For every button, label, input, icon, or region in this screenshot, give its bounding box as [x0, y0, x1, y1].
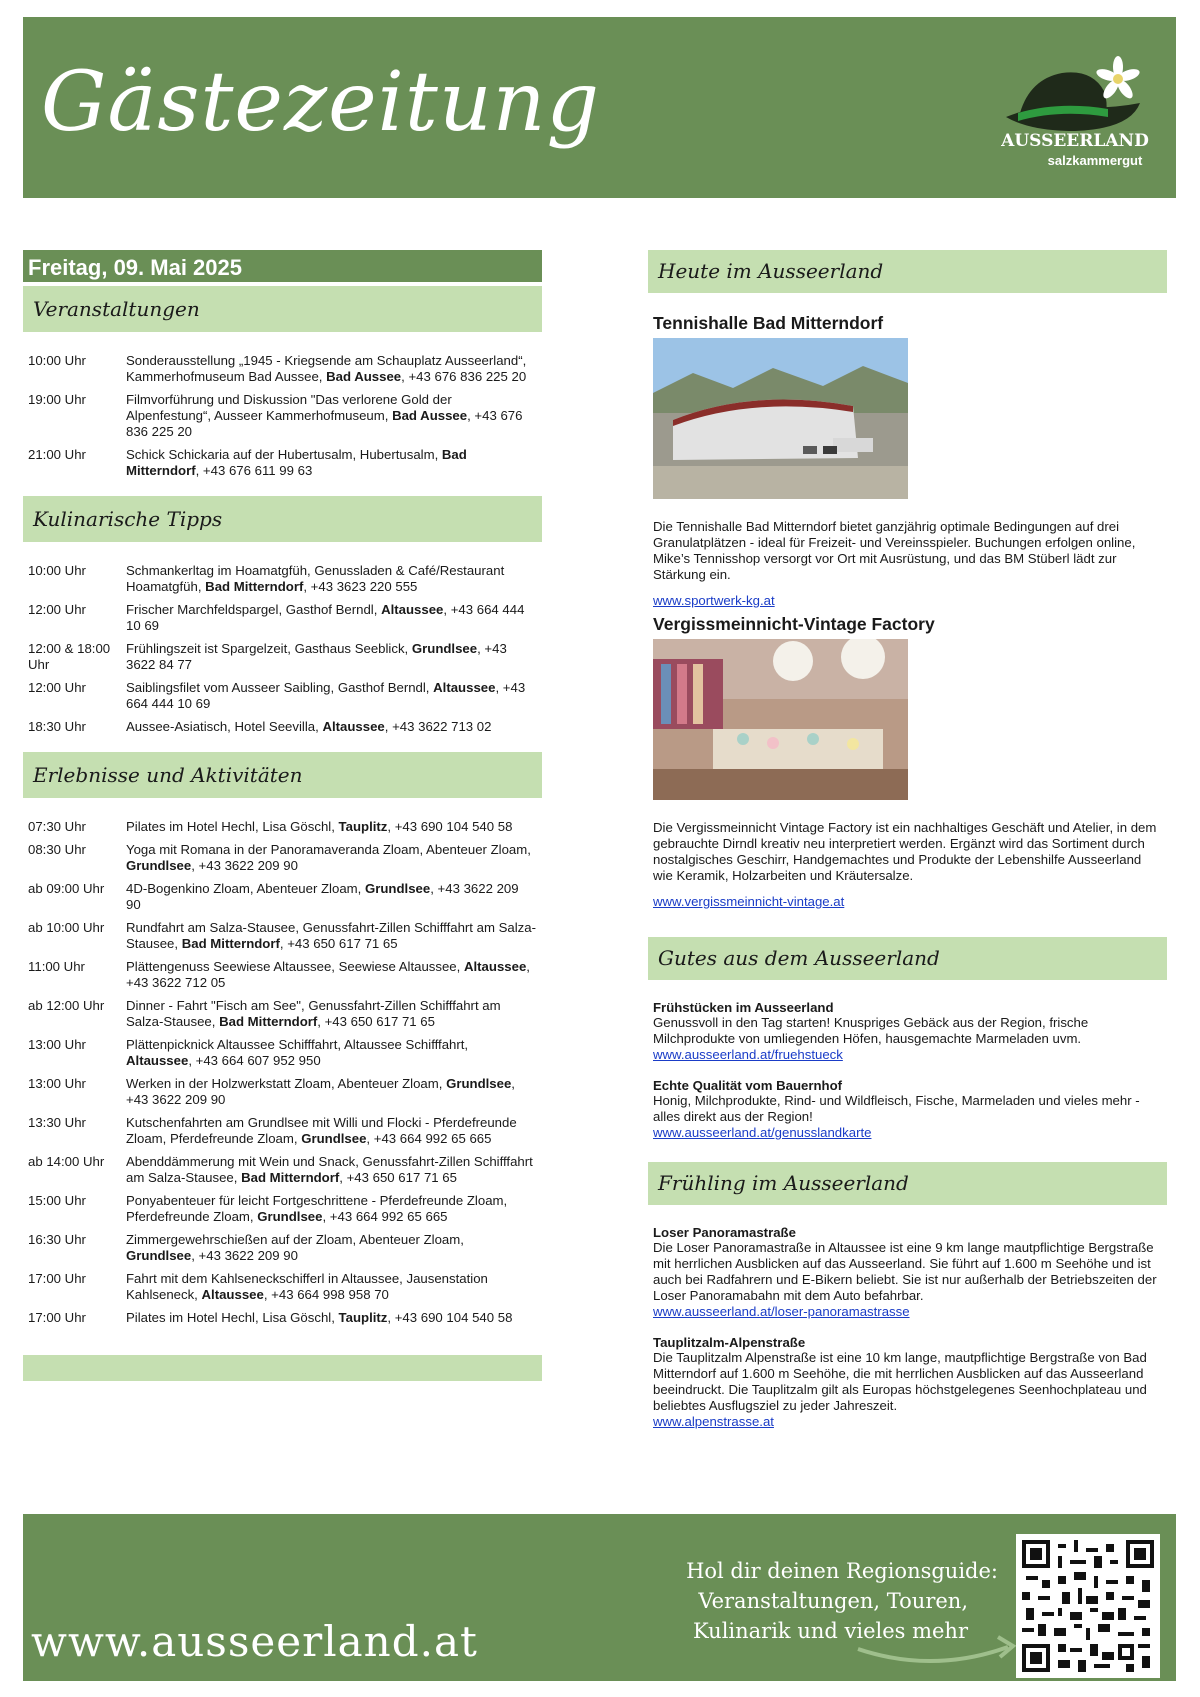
event-row — [23, 719, 542, 735]
event-location: Altaussee — [126, 1053, 189, 1068]
item-link[interactable]: www.ausseerland.at/fruehstueck — [653, 1047, 843, 1062]
event-phone: , +43 664 992 65 665 — [366, 1131, 492, 1146]
event-row — [23, 1232, 542, 1264]
event-phone: , +43 650 617 71 65 — [279, 936, 398, 951]
event-phone: , +43 664 607 952 950 — [188, 1053, 321, 1068]
event-title: Aussee-Asiatisch, Hotel Seevilla, — [126, 719, 323, 734]
event-title: Zimmergewehrschießen auf der Zloam, Abenteuer Zloam, — [126, 1232, 464, 1247]
event-row — [23, 881, 542, 913]
event-list — [23, 542, 542, 752]
item-title: Frühstücken im Ausseerland — [653, 1000, 834, 1015]
event-location: Grundlsee — [364, 881, 431, 896]
event-row — [23, 641, 542, 673]
event-time: 19:00 Uhr — [28, 392, 86, 407]
qr-code-icon — [1022, 1540, 1154, 1672]
event-time: 07:30 Uhr — [28, 819, 86, 834]
event-title: Saiblingsfilet vom Ausseer Saibling, Gasthof Berndl, — [126, 680, 434, 695]
event-location: Bad Aussee — [326, 369, 402, 384]
ausseerland-logo[interactable] — [1000, 51, 1150, 176]
item-title: Tauplitzalm-Alpenstraße — [653, 1335, 806, 1350]
event-time: ab 10:00 Uhr — [28, 920, 105, 935]
event-row — [23, 1037, 542, 1069]
event-title: Schmankerltag im Hoamatgfüh, Genussladen & Café/Restaurant Hoamatgfüh, — [126, 563, 505, 594]
event-description — [126, 920, 542, 952]
event-row — [23, 998, 542, 1030]
event-phone: , +43 664 992 65 665 — [322, 1209, 448, 1224]
event-title: Yoga mit Romana in der Panoramaveranda Zloam, Abenteuer Zloam, — [126, 842, 531, 857]
item-description: Genussvoll in den Tag starten! Knuspriges Gebäck aus der Region, frische Milchprodukte von umliegenden Höfen, hausgemachte Marmeladen uvm. — [653, 1015, 1089, 1046]
highlights-column — [648, 250, 1167, 1429]
item-title: Loser Panoramastraße — [653, 1225, 796, 1240]
event-description — [126, 563, 542, 595]
feature-link[interactable]: www.sportwerk-kg.at — [653, 593, 775, 608]
event-description — [126, 1037, 542, 1069]
event-time: ab 14:00 Uhr — [28, 1154, 105, 1169]
event-title: Frühlingszeit ist Spargelzeit, Gasthaus Seeblick, — [126, 641, 412, 656]
event-title: Plättengenuss Seewiese Altaussee, Seewiese Altaussee, — [126, 959, 464, 974]
event-title: Dinner - Fahrt "Fisch am See", Genussfahrt-Zillen Schifffahrt am Salza-Stausee, — [126, 998, 501, 1029]
event-location: Bad Mitterndorf — [181, 936, 280, 951]
section-heading-gutes: Gutes aus dem Ausseerland — [648, 937, 1167, 980]
event-title: Pilates im Hotel Hechl, Lisa Göschl, — [126, 819, 339, 834]
event-location: Grundlsee — [126, 1248, 192, 1263]
event-location: Bad Aussee — [392, 408, 468, 423]
event-description — [126, 998, 542, 1030]
event-location: Altaussee — [201, 1287, 264, 1302]
event-phone: , +43 3622 713 02 — [384, 719, 492, 734]
item-link[interactable]: www.ausseerland.at/genusslandkarte — [653, 1125, 872, 1140]
event-row — [23, 842, 542, 874]
events-column — [23, 250, 542, 1381]
event-time: ab 12:00 Uhr — [28, 998, 105, 1013]
section-heading-fruehling: Frühling im Ausseerland — [648, 1162, 1167, 1205]
event-title: Schick Schickaria auf der Hubertusalm, Hubertusalm, — [126, 447, 442, 462]
item-description: Die Tauplitzalm Alpenstraße ist eine 10 km lange, mautpflichtige Bergstraße von Bad Mitterndorf auf 1.600 m Seehöhe, die mit herrlichen Ausblicken auf das Ausseerland beeindruckt. Die Tauplitzalm gilt als Europas höchstgelegenes Seenhochplateau und beliebtes Ausflugsziel zu jeder Jahreszeit. — [653, 1350, 1147, 1413]
divider-bar — [23, 1355, 542, 1381]
event-row — [23, 1076, 542, 1108]
event-location: Altaussee — [322, 719, 385, 734]
event-title: Fahrt mit dem Kahlseneckschifferl in Altaussee, Jausenstation Kahlseneck, — [126, 1271, 488, 1302]
item-description: Die Loser Panoramastraße in Altaussee ist eine 9 km lange mautpflichtige Bergstraße mit herrlichen Ausblicken auf das Ausseerland. Sie führt auf 1.600 m Seehöhe und ist auch bei Radfahrern und E-Bikern beliebt. Sie ist nur außerhalb der Betriebszeiten der Loser Panoramabahn mit dem Auto befahrbar. — [653, 1240, 1157, 1303]
event-description — [126, 719, 542, 735]
event-description — [126, 447, 542, 479]
event-location: Grundlsee — [301, 1131, 367, 1146]
item-description: Honig, Milchprodukte, Rind- und Wildfleisch, Fische, Marmeladen und vieles mehr - alles direkt aus der Region! — [653, 1093, 1140, 1124]
promo-line: Veranstaltungen, Touren, — [698, 1589, 968, 1613]
event-description — [126, 881, 542, 913]
event-row — [23, 563, 542, 595]
event-title: 4D-Bogenkino Zloam, Abenteuer Zloam, — [126, 881, 365, 896]
event-location: Tauplitz — [338, 1310, 388, 1325]
event-row — [23, 353, 542, 385]
event-description — [126, 1310, 542, 1326]
event-location: Tauplitz — [338, 819, 388, 834]
page-title: Gästezeitung — [41, 55, 600, 150]
event-phone: , +43 690 104 540 58 — [387, 1310, 513, 1325]
event-description — [126, 641, 542, 673]
event-description — [126, 1271, 542, 1303]
event-row — [23, 819, 542, 835]
event-row — [23, 1193, 542, 1225]
event-description — [126, 1232, 542, 1264]
event-location: Bad Mitterndorf — [219, 1014, 318, 1029]
arrow-icon — [853, 1629, 1023, 1669]
event-row — [23, 959, 542, 991]
event-row — [23, 1154, 542, 1186]
event-description — [126, 819, 542, 835]
event-phone: , +43 676 836 225 20 — [401, 369, 527, 384]
event-time: 10:00 Uhr — [28, 563, 86, 578]
event-time: 13:00 Uhr — [28, 1037, 86, 1052]
event-location: Grundlsee — [411, 641, 478, 656]
section-heading-veranstaltungen: Veranstaltungen — [23, 286, 542, 332]
feature-link[interactable]: www.vergissmeinnicht-vintage.at — [653, 894, 845, 909]
event-location: Altaussee — [381, 602, 444, 617]
event-time: 16:30 Uhr — [28, 1232, 86, 1247]
event-description — [126, 353, 542, 385]
event-title: Filmvorführung und Diskussion "Das verlorene Gold der Alpenfestung“, Ausseer Kammerhofmuseum, — [126, 392, 452, 423]
event-title: Plättenpicknick Altaussee Schifffahrt, Altaussee Schifffahrt, — [126, 1037, 469, 1052]
vintage-shop-photo — [653, 639, 908, 800]
event-time: 15:00 Uhr — [28, 1193, 86, 1208]
feature-title: Tennishalle Bad Mitterndorf — [653, 313, 884, 333]
feature-title: Vergissmeinnicht-Vintage Factory — [653, 614, 935, 634]
event-phone: , +43 664 444 10 69 — [126, 602, 525, 633]
event-description — [126, 1154, 542, 1186]
event-row — [23, 920, 542, 952]
item-link[interactable]: www.alpenstrasse.at — [653, 1414, 774, 1429]
feature-description: Die Tennishalle Bad Mitterndorf bietet ganzjährig optimale Bedingungen auf drei Granulatplätzen - ideal für Freizeit- und Vereinsspieler. Buchungen erfolgen online, Mike’s Tennisshop versorgt vor Ort mit Ausrüstung, und das BM Stüberl lädt zur Stärkung ein. — [653, 519, 1136, 582]
event-list — [23, 332, 542, 496]
event-description — [126, 842, 542, 874]
event-list — [23, 798, 542, 1343]
event-time: 12:00 Uhr — [28, 680, 86, 695]
event-description — [126, 959, 542, 991]
footer-banner — [23, 1514, 1176, 1681]
section-heading-kulinarik: Kulinarische Tipps — [23, 496, 542, 542]
event-title: Ponyabenteuer für leicht Fortgeschrittene - Pferdefreunde Zloam, Pferdefreunde Zloam, — [126, 1193, 508, 1224]
event-description — [126, 1193, 542, 1225]
event-row — [23, 680, 542, 712]
event-time: 08:30 Uhr — [28, 842, 86, 857]
event-location: Bad Mitterndorf — [126, 447, 467, 478]
item-title: Echte Qualität vom Bauernhof — [653, 1078, 843, 1093]
event-phone: , +43 3622 712 05 — [126, 959, 530, 990]
hat-icon — [1000, 51, 1150, 141]
event-row — [23, 602, 542, 634]
event-phone: , +43 676 836 225 20 — [126, 408, 523, 439]
event-time: 12:00 Uhr — [28, 602, 86, 617]
event-row — [23, 1115, 542, 1147]
section-heading-erlebnisse: Erlebnisse und Aktivitäten — [23, 752, 542, 798]
event-location: Bad Mitterndorf — [205, 579, 304, 594]
event-phone: , +43 3622 209 90 — [126, 881, 519, 912]
event-phone: , +43 3622 209 90 — [126, 1076, 515, 1107]
event-time: 18:30 Uhr — [28, 719, 86, 734]
promo-line: Hol dir deinen Regionsguide: — [686, 1559, 998, 1583]
event-location: Altaussee — [463, 959, 527, 974]
event-time: 21:00 Uhr — [28, 447, 86, 462]
event-title: Frischer Marchfeldspargel, Gasthof Berndl, — [126, 602, 382, 617]
section-heading-heute: Heute im Ausseerland — [648, 250, 1167, 293]
event-title: Kutschenfahrten am Grundlsee mit Willi und Flocki - Pferdefreunde Zloam, Pferdefreunde Zloam, — [126, 1115, 517, 1146]
logo-wordmark: AUSSEERLAND — [1001, 131, 1149, 151]
qr-code[interactable] — [1016, 1534, 1160, 1678]
event-phone: , +43 3622 209 90 — [191, 1248, 298, 1263]
event-time: 13:00 Uhr — [28, 1076, 86, 1091]
event-title: Pilates im Hotel Hechl, Lisa Göschl, — [126, 1310, 339, 1325]
event-phone: , +43 3622 84 77 — [126, 641, 507, 672]
event-time: 13:30 Uhr — [28, 1115, 86, 1130]
header-banner — [23, 17, 1176, 198]
event-time: 11:00 Uhr — [28, 959, 85, 974]
event-location: Grundlsee — [446, 1076, 512, 1091]
event-description — [126, 602, 542, 634]
tennis-hall-photo — [653, 338, 908, 499]
event-phone: , +43 650 617 71 65 — [317, 1014, 435, 1029]
logo-subtitle: salzkammergut — [1047, 153, 1143, 168]
event-row — [23, 1310, 542, 1326]
event-title: Sonderausstellung „1945 - Kriegsende am Schauplatz Ausseerland“, Kammerhofmuseum Bad Aussee, — [126, 353, 527, 384]
event-row — [23, 392, 542, 440]
event-title: Abenddämmerung mit Wein und Snack, Genussfahrt-Zillen Schifffahrt am Salza-Stausee, — [126, 1154, 533, 1185]
event-time: 12:00 & 18:00 Uhr — [28, 641, 111, 672]
event-location: Altaussee — [433, 680, 496, 695]
event-description — [126, 392, 542, 440]
feature-description: Die Vergissmeinnicht Vintage Factory ist ein nachhaltiges Geschäft und Atelier, in dem gebrauchte Dirndl kreativ neu interpretiert werden. Ergänzt wird das Sortiment durch nostalgisches Geschirr, Handgemachtes und Produkte der Lebenshilfe Ausseerland wie Keramik, Holzarbeiten und Kräutersalze. — [653, 820, 1157, 883]
event-description — [126, 1115, 542, 1147]
event-time: 17:00 Uhr — [28, 1271, 86, 1286]
event-description — [126, 680, 542, 712]
event-phone: , +43 676 611 99 63 — [195, 463, 313, 478]
event-description — [126, 1076, 542, 1108]
event-phone: , +43 664 444 10 69 — [126, 680, 526, 711]
event-time: 10:00 Uhr — [28, 353, 86, 368]
footer-website-link[interactable]: www.ausseerland.at — [31, 1617, 478, 1666]
promo-line: Kulinarik und vieles mehr — [692, 1619, 968, 1643]
event-title: Werken in der Holzwerkstatt Zloam, Abenteuer Zloam, — [126, 1076, 447, 1091]
event-phone: , +43 3623 220 555 — [303, 579, 418, 594]
event-phone: , +43 664 998 958 70 — [263, 1287, 389, 1302]
event-phone: , +43 690 104 540 58 — [387, 819, 513, 834]
event-location: Grundlsee — [257, 1209, 323, 1224]
event-phone: , +43 650 617 71 65 — [339, 1170, 457, 1185]
date-heading: Freitag, 09. Mai 2025 — [23, 250, 542, 286]
event-row — [23, 447, 542, 479]
item-link[interactable]: www.ausseerland.at/loser-panoramastrasse — [653, 1304, 910, 1319]
event-location: Grundlsee — [126, 858, 192, 873]
event-phone: , +43 3622 209 90 — [191, 858, 298, 873]
event-time: 17:00 Uhr — [28, 1310, 86, 1325]
event-row — [23, 1271, 542, 1303]
event-time: ab 09:00 Uhr — [28, 881, 105, 896]
event-location: Bad Mitterndorf — [241, 1170, 340, 1185]
event-title: Rundfahrt am Salza-Stausee, Genussfahrt-Zillen Schifffahrt am Salza-Stausee, — [126, 920, 536, 951]
